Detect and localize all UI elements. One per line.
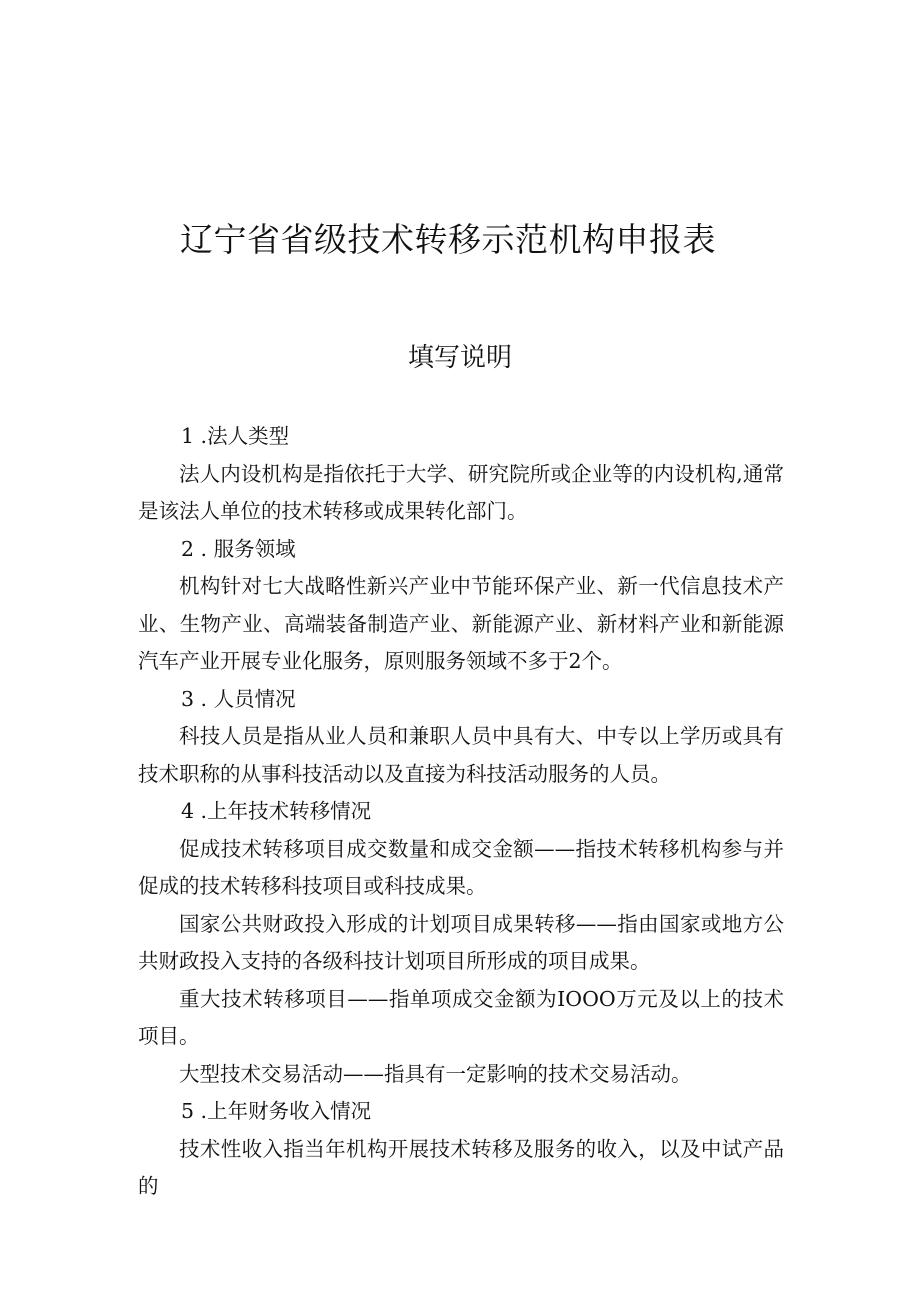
body-text [138, 418, 784, 1206]
paragraph-personnel: 科技人员是指从业人员和兼职人员中具有大、中专以上学历或具有技术职称的从事科技活动以及直接为科技活动服务的人员。 [138, 724, 784, 786]
section-title: 填写说明 [407, 343, 512, 373]
item-heading-financial-income: 5 .上年财务收入情况 [181, 1099, 372, 1123]
paragraph-large-events: 大型技术交易活动——指具有一定影响的技术交易活动。 [179, 1061, 692, 1086]
paragraph-tech-transfer-deals: 促成技术转移项目成交数量和成交金额——指技术转移机构参与并促成的技术转移科技项目或科技成果。 [138, 836, 784, 898]
paragraph-technical-income: 技术性收入指当年机构开展技术转移及服务的收入，以及中试产品的 [138, 1136, 784, 1198]
paragraph-public-funded-projects: 国家公共财政投入形成的计划项目成果转移——指由国家或地方公共财政投入支持的各级科技计划项目所形成的项目成果。 [138, 911, 784, 973]
item-heading-personnel: 3 . 人员情况 [181, 686, 296, 711]
paragraph-service-field: 机构针对七大战略性新兴产业中节能环保产业、新一代信息技术产业、生物产业、高端装备制造产业、新能源产业、新材料产业和新能源汽车产业开展专业化服务，原则服务领域不多于2个。 [138, 574, 784, 673]
item-heading-tech-transfer: 4 .上年技术转移情况 [181, 799, 372, 823]
paragraph-major-projects: 重大技术转移项目——指单项成交金额为IOOO万元及以上的技术项目。 [138, 986, 784, 1048]
document-title: 辽宁省省级技术转移示范机构申报表 [180, 220, 716, 259]
item-heading-legal-type: 1 .法人类型 [181, 424, 290, 448]
paragraph-legal-type: 法人内设机构是指依托于大学、研究院所或企业等的内设机构,通常是该法人单位的技术转移或成果转化部门。 [138, 461, 784, 523]
item-heading-service-field: 2 . 服务领域 [181, 536, 296, 561]
